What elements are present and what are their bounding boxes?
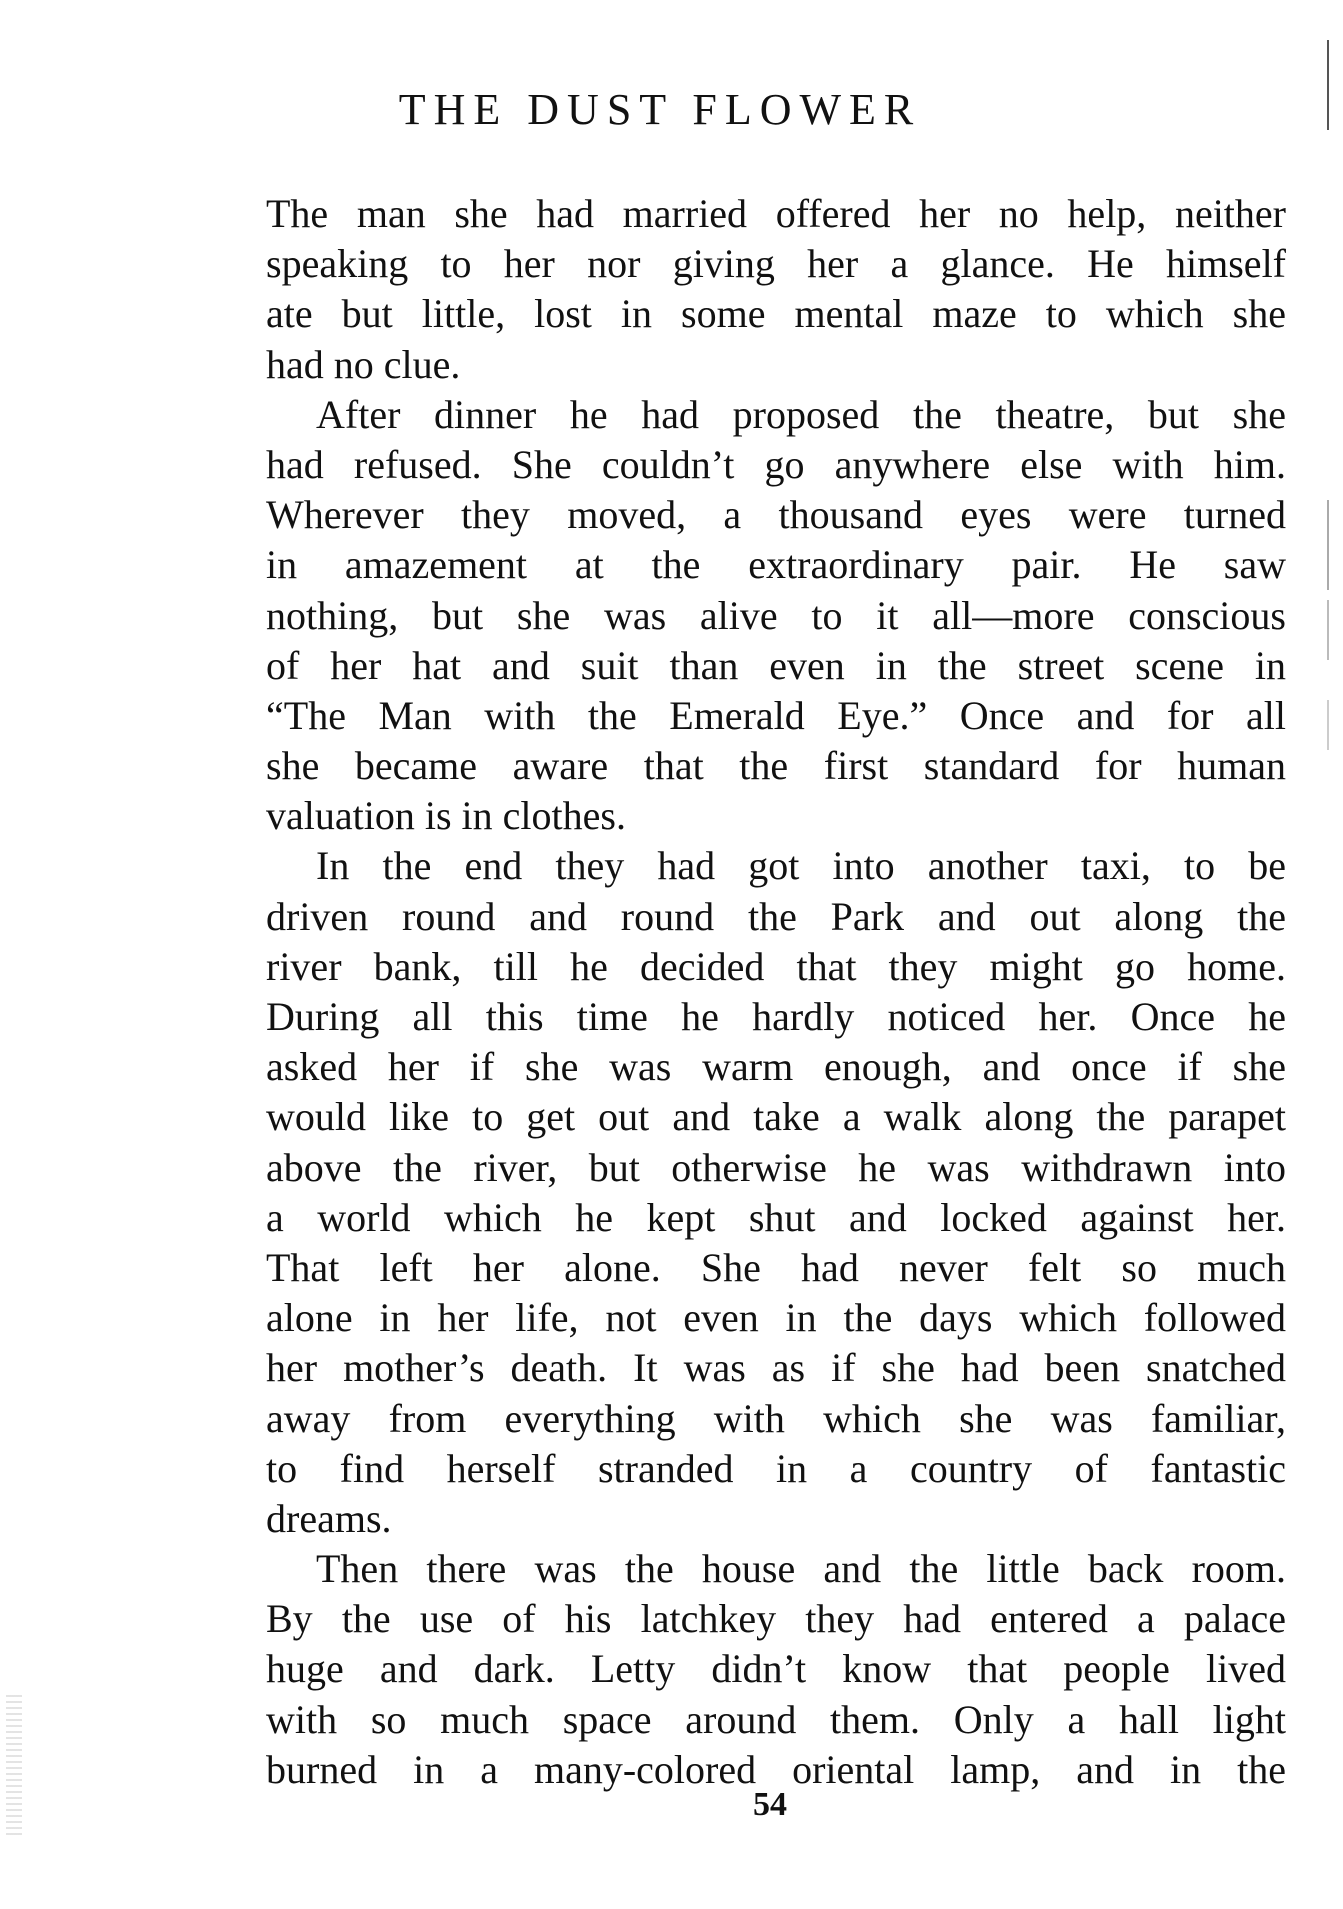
text-line: above the river, but otherwise he was withdrawn into	[266, 1144, 1286, 1190]
text-line: nothing, but she was alive to it all—more conscious	[266, 592, 1286, 638]
text-line: speaking to her nor giving her a glance. He himself	[266, 241, 1286, 287]
text-line: she became aware that the first standard for human	[266, 743, 1286, 789]
scan-speckle	[6, 1695, 22, 1835]
page-edge-mark	[1327, 700, 1329, 750]
text-line: “The Man with the Emerald Eye.” Once and for all	[266, 692, 1286, 738]
page-number: 54	[753, 1786, 787, 1823]
text-line: In the end they had got into another taxi, to be	[316, 843, 1286, 889]
text-line: to find herself stranded in a country of fantastic	[266, 1445, 1286, 1491]
text-line: away from everything with which she was familiar,	[266, 1395, 1286, 1441]
text-line: dreams.	[266, 1495, 392, 1541]
text-line: During all this time he hardly noticed her. Once he	[266, 994, 1286, 1039]
text-line: alone in her life, not even in the days which followed	[266, 1295, 1286, 1341]
text-line: The man she had married offered her no help, neither	[266, 191, 1286, 236]
text-line: of her hat and suit than even in the street scene in	[266, 642, 1286, 688]
text-line: After dinner he had proposed the theatre, but she	[316, 391, 1286, 437]
text-line: huge and dark. Letty didn’t know that people lived	[266, 1646, 1286, 1692]
text-line: asked her if she was warm enough, and once if she	[266, 1044, 1286, 1090]
page-edge-mark	[1327, 40, 1329, 130]
text-line: her mother’s death. It was as if she had been snatched	[266, 1345, 1286, 1391]
text-line: Wherever they moved, a thousand eyes were turned	[266, 492, 1286, 538]
page-edge-mark	[1327, 500, 1329, 590]
text-line: had refused. She couldn’t go anywhere else with him.	[266, 441, 1286, 487]
text-line: a world which he kept shut and locked against her.	[266, 1194, 1286, 1240]
page-edge-mark	[1327, 600, 1329, 660]
text-line: in amazement at the extraordinary pair. He saw	[266, 542, 1286, 588]
body-text	[266, 189, 1286, 1795]
running-head: THE DUST FLOWER	[398, 85, 922, 134]
text-line: river bank, till he decided that they might go home.	[266, 943, 1286, 989]
text-line: Then there was the house and the little back room.	[316, 1546, 1286, 1592]
text-line: ate but little, lost in some mental maze to which she	[266, 291, 1286, 337]
text-line: with so much space around them. Only a hall light	[266, 1696, 1286, 1742]
text-line: driven round and round the Park and out along the	[266, 893, 1286, 939]
text-line: valuation is in clothes.	[266, 793, 626, 839]
text-line: had no clue.	[266, 341, 461, 387]
text-line: By the use of his latchkey they had entered a palace	[266, 1596, 1286, 1642]
text-line: burned in a many-colored oriental lamp, and in the	[266, 1746, 1286, 1792]
text-line: That left her alone. She had never felt so much	[266, 1244, 1286, 1290]
text-line: would like to get out and take a walk along the parapet	[266, 1094, 1286, 1140]
